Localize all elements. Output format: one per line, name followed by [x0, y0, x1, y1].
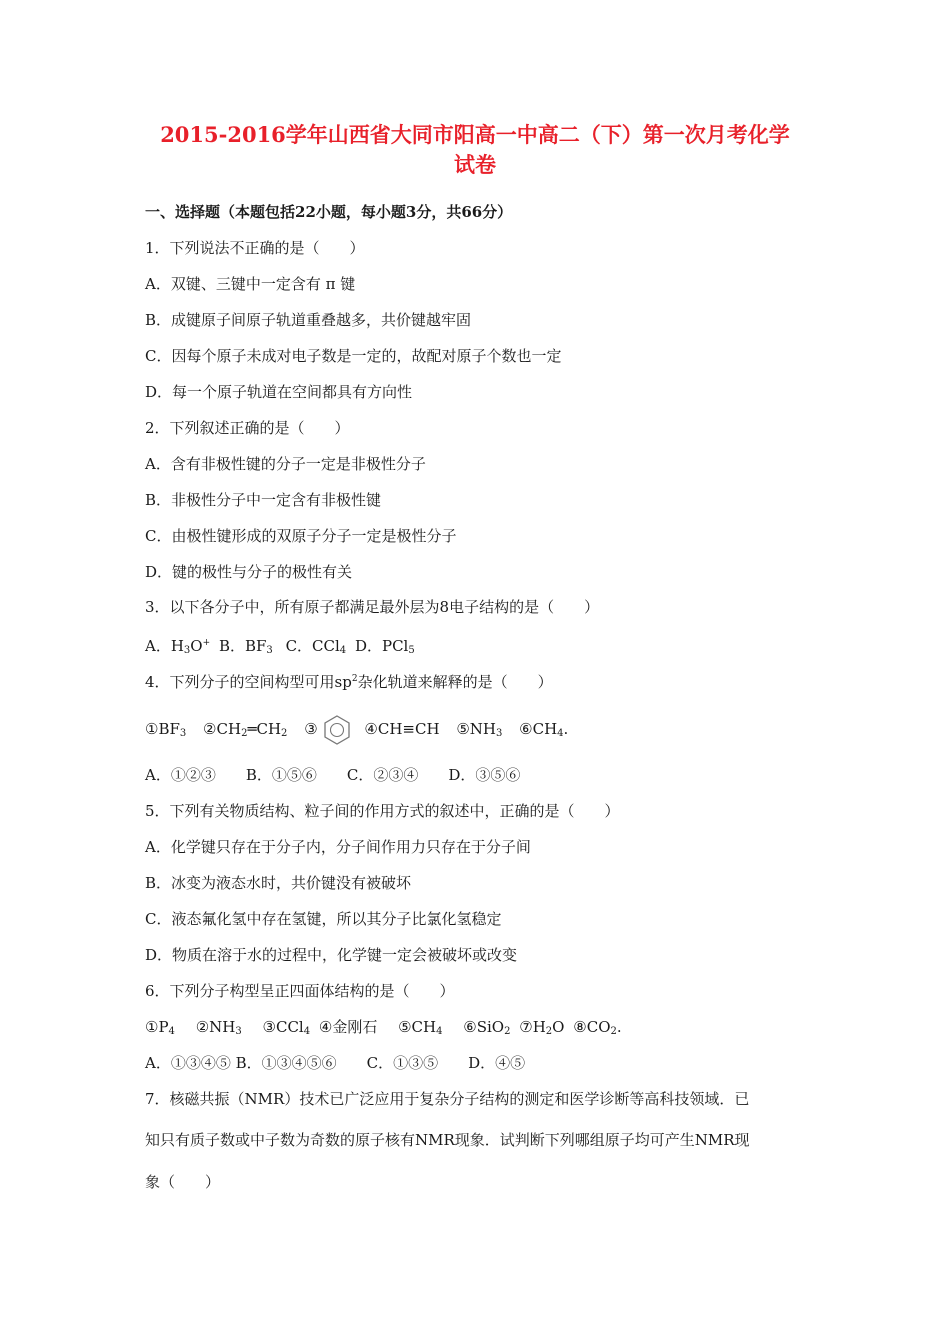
q7-stem-line3: 象（ ） — [145, 1173, 221, 1191]
q2-option-d: D．键的极性与分子的极性有关 — [145, 563, 353, 581]
q1-option-a: A．双键、三键中一定含有 π 键 — [145, 275, 356, 293]
document-title-line2: 试卷 — [454, 152, 496, 177]
q3-options: A．$H_3O^+$ B．$BF_3$ C．CCl$_4$ D．PCl$_5$ — [145, 637, 415, 656]
q7-stem-line1: 7．核磁共振（NMR）技术已广泛应用于复杂分子结构的测定和医学诊断等高科技领域．已 — [145, 1090, 750, 1108]
benzene-ring-icon — [322, 713, 352, 747]
q1-option-c: C．因每个原子未成对电子数是一定的，故配对原子个数也一定 — [145, 347, 562, 365]
q6-answers: A．①③④⑤ B．①③④⑤⑥ C．①③⑤ D．④⑤ — [145, 1054, 526, 1072]
q2-option-a: A．含有非极性键的分子一定是非极性分子 — [145, 455, 426, 473]
document-title-line1: 2015-2016学年山西省大同市阳高一中高二（下）第一次月考化学 — [160, 122, 790, 147]
q1-option-d: D．每一个原子轨道在空间都具有方向性 — [145, 383, 413, 401]
q6-stem: 6．下列分子构型呈正四面体结构的是（ ） — [145, 982, 455, 1000]
q4-answers: A．①②③ B．①⑤⑥ C．②③④ D．③⑤⑥ — [145, 766, 521, 784]
q2-option-c: C．由极性键形成的双原子分子一定是极性分子 — [145, 527, 457, 545]
q5-option-a: A．化学键只存在于分子内，分子间作用力只存在于分子间 — [145, 838, 531, 856]
q5-option-b: B．冰变为液态水时，共价键没有被破坏 — [145, 874, 412, 892]
q3-stem: 3．以下各分子中，所有原子都满足最外层为8电子结构的是（ ） — [145, 598, 600, 616]
q7-stem-line2: 知只有质子数或中子数为奇数的原子核有NMR现象．试判断下列哪组原子均可产生NMR现 — [145, 1131, 750, 1149]
q5-stem: 5．下列有关物质结构、粒子间的作用方式的叙述中，正确的是（ ） — [145, 802, 620, 820]
q5-option-c: C．液态氟化氢中存在氢键，所以其分子比氯化氢稳定 — [145, 910, 502, 928]
q6-items: $①P_4$ $②NH_3$ ③CCl$_4$ ④金刚石 $⑤CH_4$ ⑥SiO$_2$ $⑦H_2O$ $⑧CO_2$. — [145, 1018, 622, 1037]
q4-stem: 4．下列分子的空间构型可用$sp^2$杂化轨道来解释的是（ ） — [145, 673, 553, 691]
section-heading: 一、选择题（本题包括22小题，每小题3分，共66分） — [145, 203, 513, 221]
q5-option-d: D．物质在溶于水的过程中，化学键一定会被破坏或改变 — [145, 946, 518, 964]
q1-stem: 1．下列说法不正确的是（ ） — [145, 239, 365, 257]
q4-items: $①BF_3$ $②CH_2═CH_2$ ③ ④CH≡CH $⑤NH_3$ $⑥CH_4$. — [145, 712, 568, 746]
q1-option-b: B．成键原子间原子轨道重叠越多，共价键越牢固 — [145, 311, 472, 329]
q2-option-b: B．非极性分子中一定含有非极性键 — [145, 491, 382, 509]
q2-stem: 2．下列叙述正确的是（ ） — [145, 419, 350, 437]
